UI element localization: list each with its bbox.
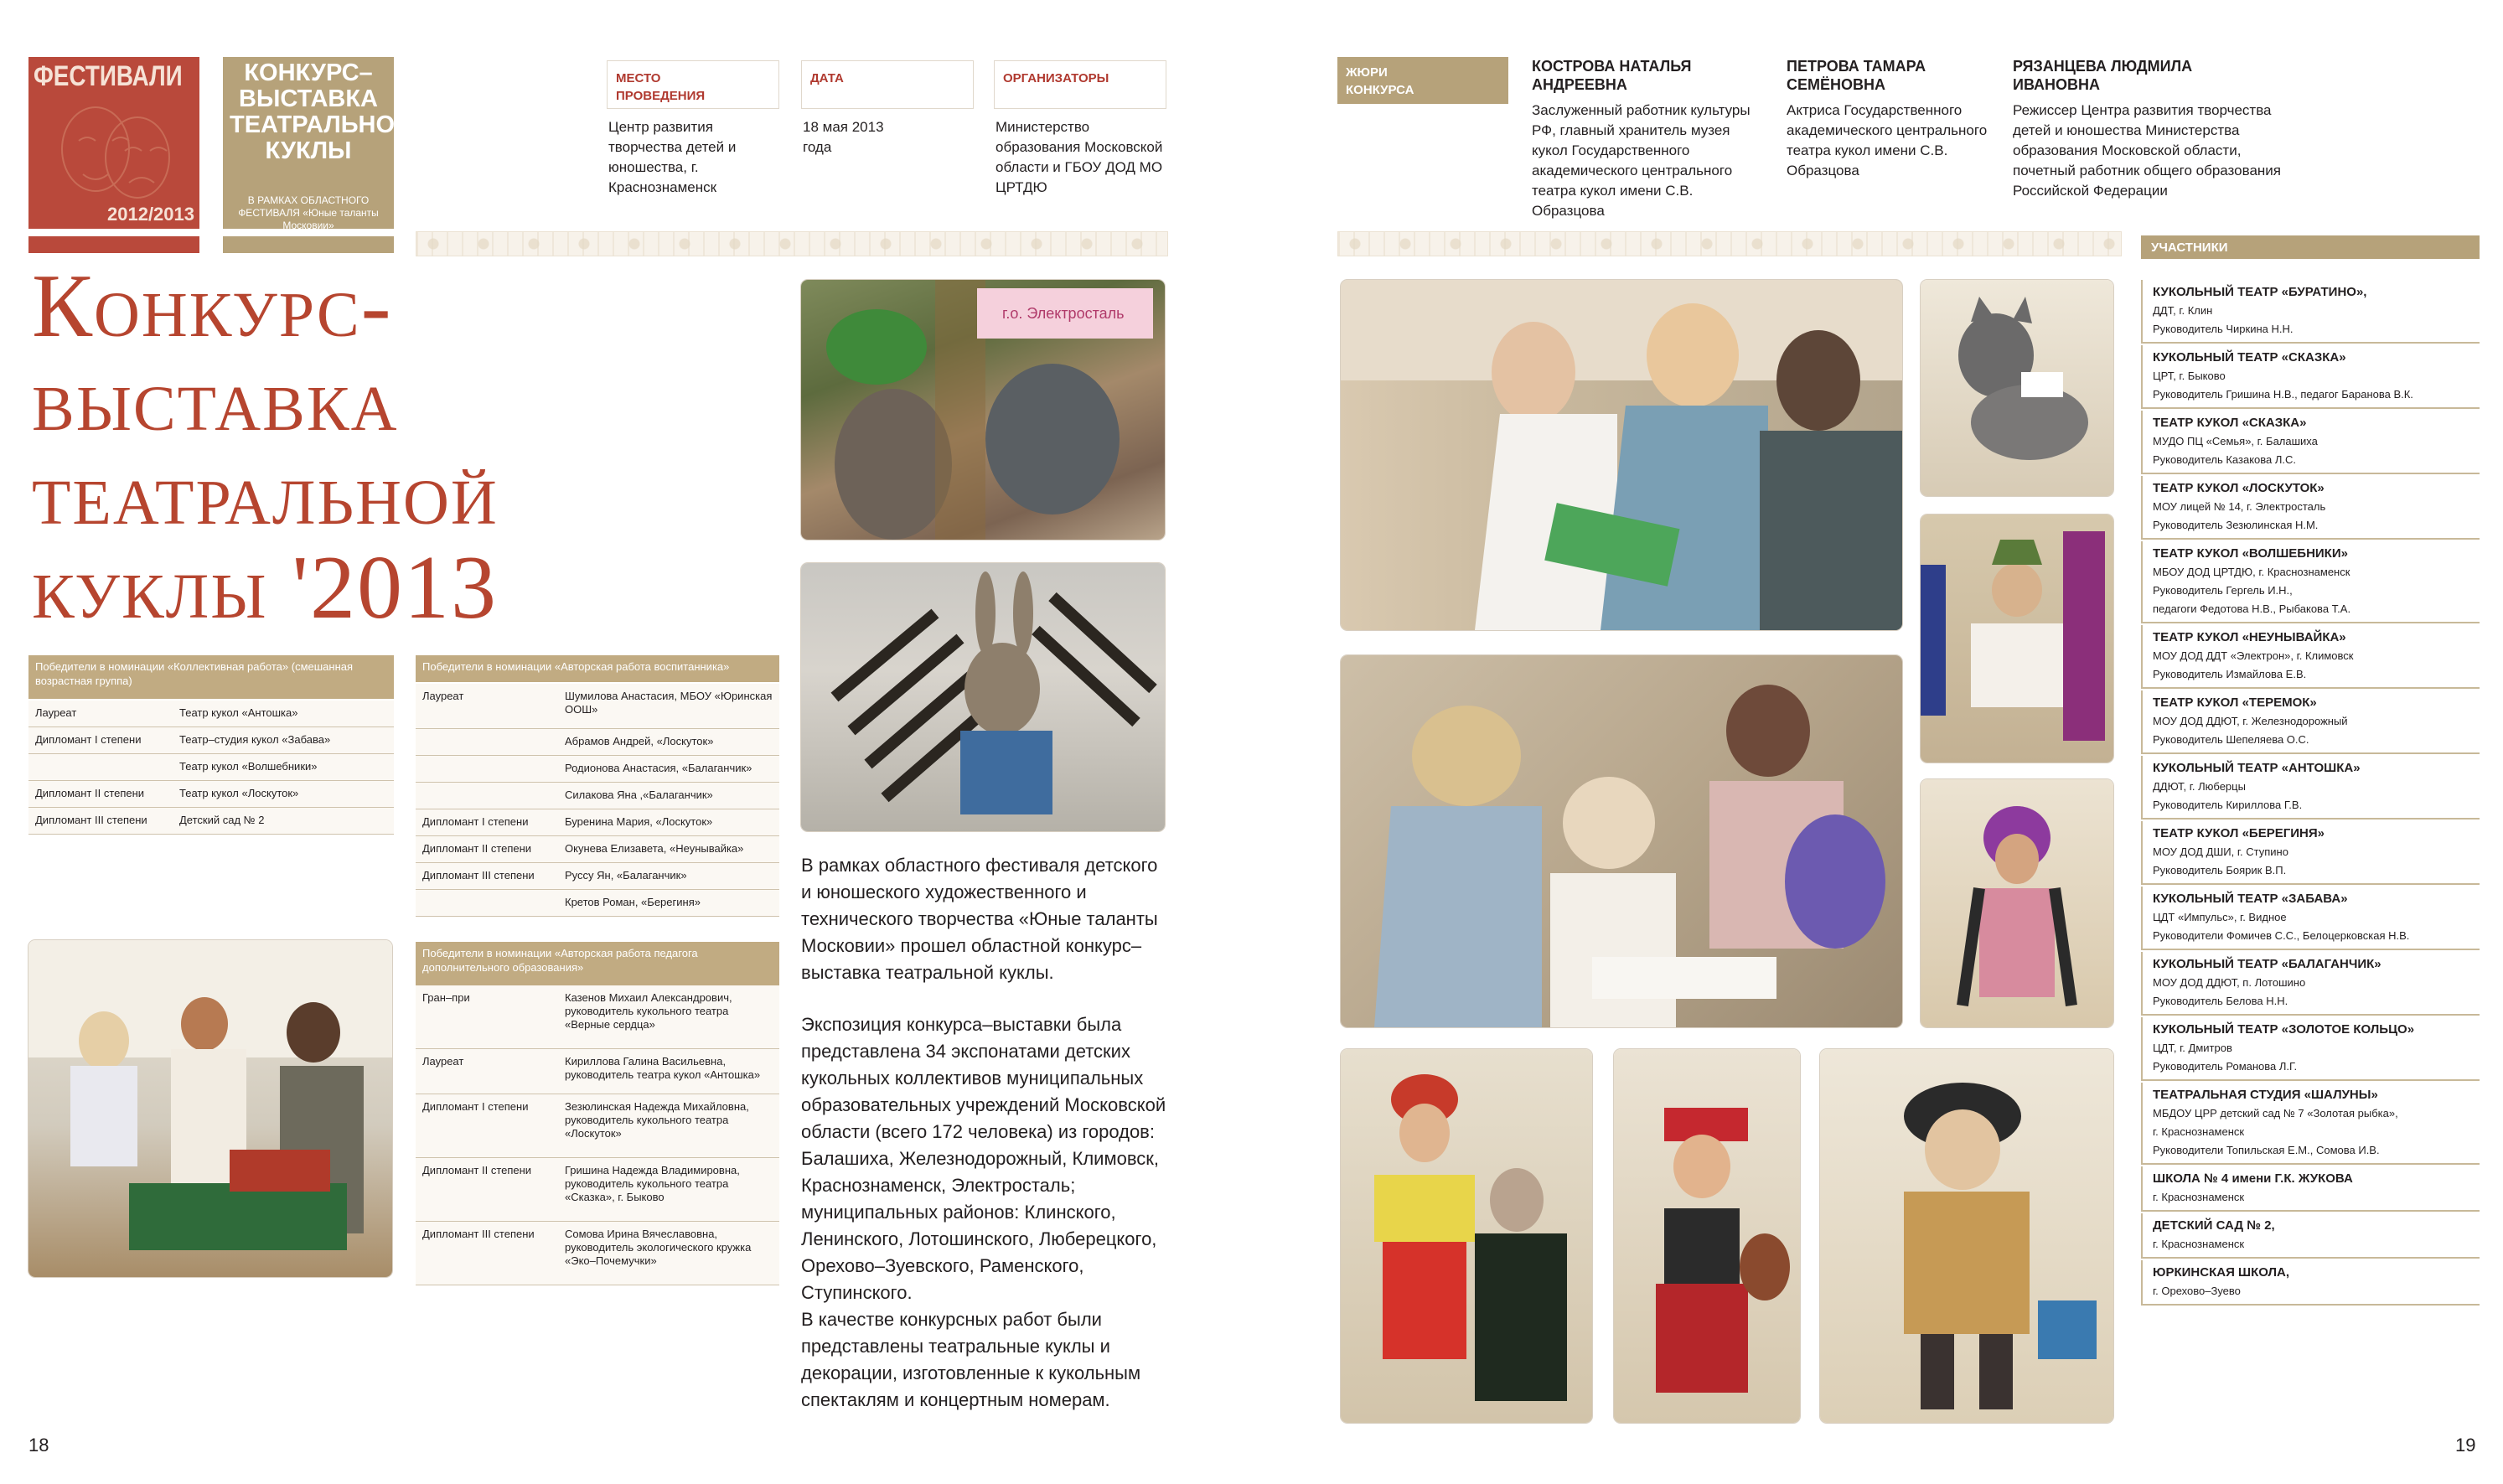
title-line-2: выставка: [32, 350, 399, 450]
participant-item: [2141, 952, 2480, 1016]
participant-detail: Руководитель Белова Н.Н.: [2153, 995, 2288, 1007]
table-row: [28, 781, 394, 808]
date-label-box: [801, 60, 974, 109]
table-row: [416, 1049, 779, 1094]
photo-sign-text: г.о. Электросталь: [1002, 305, 1125, 322]
table-row: [416, 729, 779, 756]
participant-detail: Руководитель Измайлова Е.В.: [2153, 668, 2307, 680]
photo-two-puppets: [1341, 1049, 1592, 1423]
row-winner: Театр–студия кукол «Забава»: [179, 733, 331, 746]
article: [801, 852, 1170, 1414]
row-award: Дипломант I степени: [422, 815, 529, 828]
participant-item: [2141, 690, 2480, 754]
participant-name: КУКОЛЬНЫЙ ТЕАТР «БУРАТИНО»,: [2153, 285, 2367, 299]
participant-item: [2141, 411, 2480, 474]
table3-header: Победители в номинации «Авторская работа педагога дополнительного образования»: [416, 942, 779, 985]
participant-detail: г. Орехово–Зуево: [2153, 1285, 2241, 1297]
photo-hare-puppet: [801, 563, 1165, 831]
participant-name: КУКОЛЬНЫЙ ТЕАТР «БАЛАГАНЧИК»: [2153, 957, 2381, 971]
row-award: Дипломант II степени: [35, 787, 145, 799]
jury-photo-illustration: [28, 940, 392, 1277]
row-winner: Казенов Михаил Александрович, руководитель кукольного театра «Верные сердца»: [565, 991, 732, 1031]
participant-item: [2141, 345, 2480, 409]
participant-item: [2141, 1083, 2480, 1165]
photo-boy-puppet: [1820, 1049, 2113, 1423]
row-winner: Окунева Елизавета, «Неунывайка»: [565, 842, 744, 855]
gypsy-puppet-illustration: [1921, 779, 2113, 1027]
table-row: [416, 863, 779, 890]
row-winner: Кретов Роман, «Берегиня»: [565, 896, 701, 908]
cat-puppet-illustration: [1921, 280, 2113, 496]
photo-jury-smiling: [1341, 280, 1902, 630]
row-winner: Шумилова Анастасия, МБОУ «Юринская ООШ»: [565, 690, 773, 716]
participant-detail: МОУ ДОД ДДЮТ, г. Железнодорожный: [2153, 715, 2348, 727]
participant-detail: Руководитель Романова Л.Г.: [2153, 1060, 2298, 1073]
page-number-right: 19: [2455, 1435, 2476, 1456]
participant-name: ТЕАТРАЛЬНАЯ СТУДИЯ «ШАЛУНЫ»: [2153, 1088, 2378, 1102]
row-award: Лауреат: [422, 1055, 464, 1068]
participant-name: ТЕАТР КУКОЛ «ЛОСКУТОК»: [2153, 481, 2325, 495]
participant-name: КУКОЛЬНЫЙ ТЕАТР «ЗАБАВА»: [2153, 892, 2348, 906]
ornament-strip-right: [1337, 231, 2122, 256]
participant-detail: Руководитель Чиркина Н.Н.: [2153, 323, 2294, 335]
article-p2: Экспозиция конкурса–выставки была представлена 34 экспонатами детских кукольных коллективов муниципальных образовательных учреждений Московской области (всего 172 человека) из городов: Балашиха, Железнодорожный, Климовск, Краснознаменск, Электросталь; муниципальных районов: Клинского, Ленинского, Лотошинского, Люберецкого, Орехово–Зуевского, Раменского, Ступинского.: [801, 1014, 1166, 1303]
place-text: Центр развития творчества детей и юношества, г. Краснознаменск: [608, 119, 737, 195]
participant-name: ДЕТСКИЙ САД № 2,: [2153, 1218, 2275, 1233]
participant-name: КУКОЛЬНЫЙ ТЕАТР «СКАЗКА»: [2153, 350, 2346, 365]
row-winner: Гришина Надежда Владимировна, руководитель кукольного театра «Сказка», г. Быково: [565, 1164, 740, 1203]
participant-item: [2141, 1213, 2480, 1259]
table-row: [416, 684, 779, 729]
participant-item: [2141, 476, 2480, 540]
row-award: Дипломант I степени: [35, 733, 142, 746]
table-row: [28, 701, 394, 727]
jury-3-text: Режиссер Центра развития творчества детей и юношества Министерства образования Московской области, почетный работник общего образования Российской Федерации: [2013, 102, 2282, 199]
org-label-box: [994, 60, 1166, 109]
row-award: Дипломант II степени: [422, 842, 532, 855]
jury-3-name: РЯЗАНЦЕВА ЛЮДМИЛА ИВАНОВНА: [2013, 58, 2193, 93]
title-line-3: театральной: [32, 444, 499, 544]
row-winner: Театр кукол «Антошка»: [179, 706, 298, 719]
participant-detail: МОУ лицей № 14, г. Электросталь: [2153, 500, 2326, 513]
photo-jury-writing: [1341, 655, 1902, 1027]
participant-detail: г. Краснознаменск: [2153, 1238, 2245, 1250]
participant-detail: МБДОУ ЦРР детский сад № 7 «Золотая рыбка»,: [2153, 1107, 2398, 1119]
participant-name: КУКОЛЬНЫЙ ТЕАТР «АНТОШКА»: [2153, 761, 2361, 775]
date-text: 18 мая 2013 года: [803, 119, 884, 155]
participant-detail: МОУ ДОД ДДЮТ, п. Лотошино: [2153, 976, 2306, 989]
badge-underline-left: [28, 236, 199, 253]
participant-detail: МОУ ДОД ДДТ «Электрон», г. Климовск: [2153, 649, 2354, 662]
table-row: [416, 1158, 779, 1222]
participant-detail: ЦДТ, г. Дмитров: [2153, 1042, 2232, 1054]
row-award: Дипломант I степени: [422, 1100, 529, 1113]
participant-item: [2141, 821, 2480, 885]
participants-header: УЧАСТНИКИ: [2141, 235, 2480, 259]
badge-festivali-text: ФЕСТИВАЛИ: [34, 60, 183, 92]
participant-item: [2141, 1260, 2480, 1306]
row-award: Дипломант III степени: [35, 814, 147, 826]
participant-detail: Руководители Фомичев С.С., Белоцерковская Н.В.: [2153, 929, 2410, 942]
table-row: [416, 890, 779, 917]
page-title: [32, 256, 499, 638]
participant-detail: Руководители Топильская Е.М., Сомова И.В.: [2153, 1144, 2380, 1156]
badge-title: КОНКУРС– ВЫСТАВКА ТЕАТРАЛЬНОЙ КУКЛЫ: [230, 59, 412, 164]
two-puppets-illustration: [1341, 1049, 1592, 1423]
participant-item: [2141, 1017, 2480, 1081]
article-p3: В качестве конкурсных работ были представлены театральные куклы и декорации, изготовленные к кукольным спектаклям и концертным номерам.: [801, 1309, 1141, 1410]
participant-name: ЮРКИНСКАЯ ШКОЛА,: [2153, 1265, 2290, 1280]
org-text: Министерство образования Московской области и ГБОУ ДОД МО ЦРТДЮ: [996, 119, 1163, 195]
festival-badge: [28, 57, 199, 229]
participant-item: [2141, 756, 2480, 820]
participant-name: ТЕАТР КУКОЛ «СКАЗКА»: [2153, 416, 2307, 430]
photo-cat-puppet: [1921, 280, 2113, 496]
place-label: МЕСТО ПРОВЕДЕНИЯ: [616, 71, 706, 103]
photo-jury-inspecting: [28, 940, 392, 1277]
badge-underline-right: [223, 236, 394, 253]
participant-detail: МОУ ДОД ДШИ, г. Ступино: [2153, 845, 2288, 858]
table-row: [416, 783, 779, 809]
row-winner: Родионова Анастасия, «Балаганчик»: [565, 762, 752, 774]
scarecrow-illustration: [1921, 514, 2113, 763]
row-award: Дипломант II степени: [422, 1164, 532, 1176]
place-label-box: [607, 60, 779, 109]
participant-detail: Руководитель Кириллова Г.В.: [2153, 799, 2303, 811]
participant-name: ТЕАТР КУКОЛ «ТЕРЕМОК»: [2153, 695, 2317, 710]
row-award: Лауреат: [422, 690, 464, 702]
jury-label-box: [1337, 57, 1508, 104]
ornament-strip-left: [416, 231, 1168, 256]
jury-label: ЖЮРИ КОНКУРСА: [1346, 65, 1414, 97]
participant-item: [2141, 887, 2480, 950]
participant-detail: ЦРТ, г. Быково: [2153, 370, 2226, 382]
photo-scarecrow-puppet: [1921, 514, 2113, 763]
participant-detail: Руководитель Казакова Л.С.: [2153, 453, 2297, 466]
hare-puppet-illustration: [801, 563, 1165, 831]
row-winner: Буренина Мария, «Лоскуток»: [565, 815, 713, 828]
participant-detail: г. Краснознаменск: [2153, 1191, 2245, 1203]
row-winner: Зезюлинская Надежда Михайловна, руководитель кукольного театра «Лоскуток»: [565, 1100, 749, 1140]
row-winner: Детский сад № 2: [179, 814, 265, 826]
contest-badge: [223, 57, 412, 231]
table-row: [416, 836, 779, 863]
table-row: [416, 1222, 779, 1285]
table1-header: Победители в номинации «Коллективная работа» (смешанная возрастная группа): [28, 655, 394, 699]
title-line-1: Конкурс-: [32, 256, 393, 356]
participant-item: [2141, 280, 2480, 344]
table-row: [416, 809, 779, 836]
badge-subtitle: В РАМКАХ ОБЛАСТНОГО ФЕСТИВАЛЯ «Юные таланты Московии»: [238, 194, 379, 231]
row-award: Лауреат: [35, 706, 77, 719]
participant-name: ТЕАТР КУКОЛ «ВОЛШЕБНИКИ»: [2153, 546, 2348, 561]
participant-detail: ДДЮТ, г. Люберцы: [2153, 780, 2246, 793]
participant-detail: г. Краснознаменск: [2153, 1125, 2245, 1138]
row-winner: Силакова Яна ,«Балаганчик»: [565, 789, 713, 801]
participant-detail: Руководитель Гришина Н.В., педагог Баранова В.К.: [2153, 388, 2413, 401]
jury-2-name: ПЕТРОВА ТАМАРА СЕМЁНОВНА: [1787, 58, 1926, 93]
table2-header: Победители в номинации «Авторская работа воспитанника»: [416, 655, 779, 682]
boy-puppet-illustration: [1820, 1049, 2113, 1423]
row-award: Дипломант III степени: [422, 1228, 535, 1240]
row-winner: Абрамов Андрей, «Лоскуток»: [565, 735, 714, 747]
participant-name: ШКОЛА № 4 имени Г.К. ЖУКОВА: [2153, 1171, 2353, 1186]
participant-name: КУКОЛЬНЫЙ ТЕАТР «ЗОЛОТОЕ КОЛЬЦО»: [2153, 1022, 2415, 1037]
participant-detail: Руководитель Зезюлинская Н.М.: [2153, 519, 2319, 531]
badge-years: 2012/2013: [107, 204, 194, 225]
jury-1-name: КОСТРОВА НАТАЛЬЯ АНДРЕЕВНА: [1532, 58, 1692, 93]
date-label: ДАТА: [810, 71, 844, 85]
table-row: [416, 756, 779, 783]
row-winner: Театр кукол «Волшебники»: [179, 760, 318, 773]
participant-name: ТЕАТР КУКОЛ «БЕРЕГИНЯ»: [2153, 826, 2325, 840]
article-p1: В рамках областного фестиваля детского и юношеского художественного и технического творчества «Юные таланты Московии» прошел областной конкурс–выставка театральной куклы.: [801, 855, 1158, 983]
jury-1-text: Заслуженный работник культуры РФ, главный хранитель музея кукол Государственного академического центрального театра кукол имени С.В. Образцова: [1532, 102, 1751, 219]
row-winner: Сомова Ирина Вячеславовна, руководитель экологического кружка «Эко–Почемучки»: [565, 1228, 752, 1267]
org-label: ОРГАНИЗАТОРЫ: [1003, 71, 1109, 85]
participant-name: ТЕАТР КУКОЛ «НЕУНЫВАЙКА»: [2153, 630, 2346, 644]
table-row: [28, 808, 394, 835]
participant-detail: МБОУ ДОД ЦРТДЮ, г. Краснознаменск: [2153, 566, 2350, 578]
participant-item: [2141, 625, 2480, 689]
title-line-4: куклы '2013: [32, 538, 498, 638]
photo-pirate-puppet: [1614, 1049, 1800, 1423]
row-winner: Руссу Ян, «Балаганчик»: [565, 869, 687, 882]
row-award: Дипломант III степени: [422, 869, 535, 882]
participant-detail: Руководитель Шепеляева О.С.: [2153, 733, 2309, 746]
table-row: [416, 985, 779, 1049]
photo-gypsy-puppet: [1921, 779, 2113, 1027]
table-row: [28, 754, 394, 781]
row-winner: Театр кукол «Лоскуток»: [179, 787, 299, 799]
jury-smiling-illustration: [1341, 280, 1902, 630]
pirate-puppet-illustration: [1614, 1049, 1800, 1423]
participant-detail: педагоги Федотова Н.В., Рыбакова Т.А.: [2153, 602, 2351, 615]
jury-writing-illustration: [1341, 655, 1902, 1027]
row-winner: Кириллова Галина Васильевна, руководитель театра кукол «Антошка»: [565, 1055, 761, 1081]
participant-detail: ЦДТ «Импульс», г. Видное: [2153, 911, 2287, 923]
participant-detail: Руководитель Гергель И.Н.,: [2153, 584, 2293, 597]
participant-detail: МУДО ПЦ «Семья», г. Балашиха: [2153, 435, 2318, 447]
participant-item: [2141, 1166, 2480, 1212]
jury-2-text: Актриса Государственного академического центрального театра кукол имени С.В. Образцова: [1787, 102, 1988, 178]
photo-puppets-horses: [801, 280, 1165, 540]
table-row: [416, 1094, 779, 1158]
page-number-left: 18: [28, 1435, 49, 1456]
participant-detail: Руководитель Боярик В.П.: [2153, 864, 2287, 876]
participant-item: [2141, 541, 2480, 623]
row-award: Гран–при: [422, 991, 470, 1004]
participant-detail: ДДТ, г. Клин: [2153, 304, 2213, 317]
table-row: [28, 727, 394, 754]
